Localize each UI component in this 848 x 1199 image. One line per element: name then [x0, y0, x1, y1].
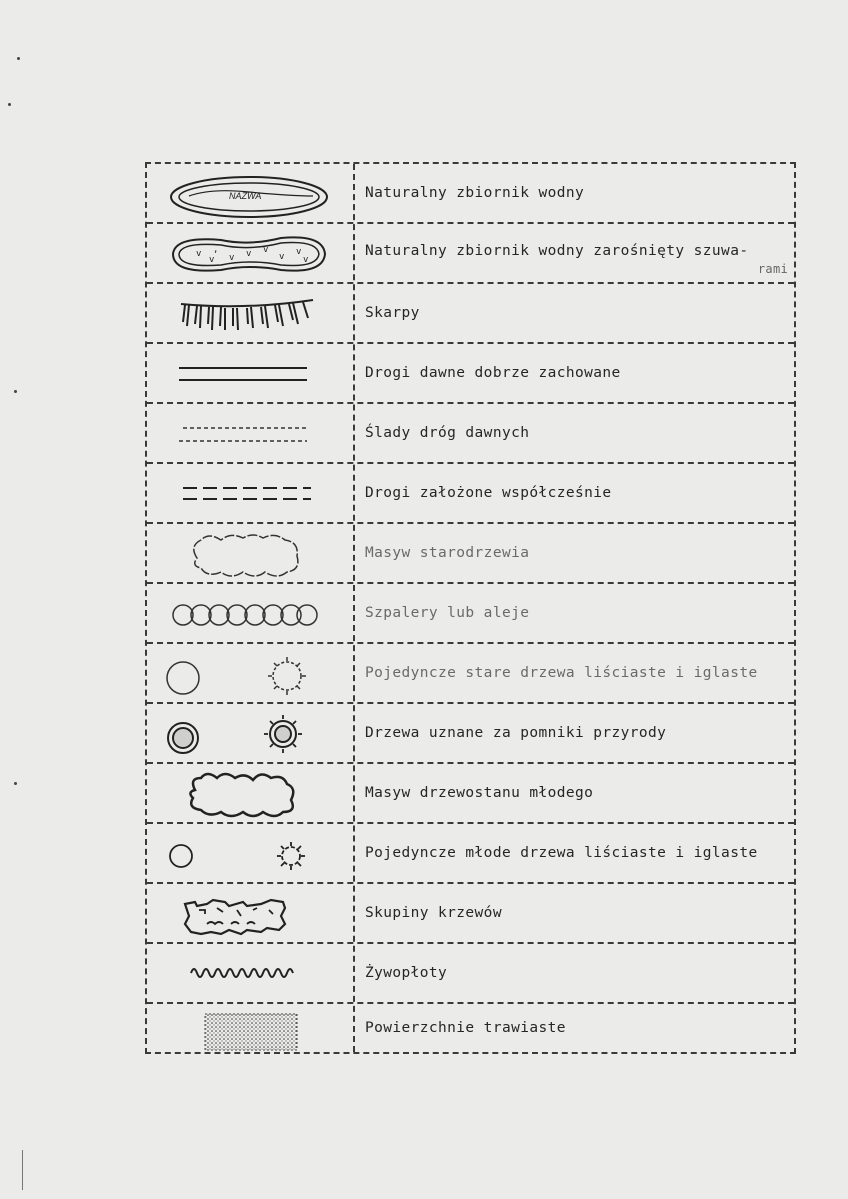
svg-text:v: v: [279, 252, 285, 262]
legend-row: [147, 584, 794, 644]
old-road-icon: [151, 346, 349, 400]
legend-row: [147, 944, 794, 1004]
legend-label: Ślady dróg dawnych: [365, 425, 530, 441]
legend-label: Pojedyncze młode drzewa liściaste i iglaste: [365, 845, 758, 861]
single-old-trees-icon: [151, 646, 349, 700]
hedge-icon: [151, 946, 349, 1000]
old-tree-mass-icon: [151, 526, 349, 580]
legend-label: Masyw drzewostanu młodego: [365, 785, 594, 801]
legend-row: [147, 404, 794, 464]
legend-label: Powierzchnie trawiaste: [365, 1020, 566, 1036]
scan-edge-mark: [22, 1150, 23, 1190]
paper-speck: [17, 57, 20, 60]
grass-area-icon: [151, 1006, 349, 1060]
water-body-icon: [151, 166, 349, 220]
natural-monument-trees-icon: [151, 706, 349, 760]
paper-speck: [14, 782, 17, 785]
svg-text:v: v: [296, 247, 302, 257]
legend-label: Naturalny zbiornik wodny zarośnięty szuwa-: [365, 242, 749, 259]
svg-text:,: ,: [213, 245, 219, 255]
svg-text:v: v: [263, 245, 269, 255]
legend-label: Naturalny zbiornik wodny: [365, 185, 585, 201]
legend-row: [147, 284, 794, 344]
overgrown-water-body-icon: [151, 226, 349, 280]
svg-text:v: v: [303, 255, 309, 265]
legend-row: [147, 464, 794, 524]
shrub-cluster-icon: [151, 886, 349, 940]
single-young-trees-icon: [151, 826, 349, 880]
legend-row: [147, 224, 794, 284]
legend-row: [147, 644, 794, 704]
legend-label: Skarpy: [365, 305, 420, 321]
svg-text:v: v: [246, 249, 252, 259]
legend-row: [147, 764, 794, 824]
svg-text:v: v: [196, 249, 202, 259]
legend-label-continuation: rami: [757, 262, 788, 276]
svg-text:v: v: [229, 253, 235, 263]
svg-text:NAZWA: NAZWA: [229, 191, 262, 201]
legend-label: Żywopłoty: [365, 965, 448, 981]
legend-row: [147, 884, 794, 944]
legend-label: Masyw starodrzewia: [365, 545, 530, 561]
legend-label: Szpalery lub aleje: [365, 605, 530, 621]
paper-speck: [8, 103, 11, 106]
legend-label: Pojedyncze stare drzewa liściaste i iglaste: [365, 665, 758, 681]
legend-label: Drogi dawne dobrze zachowane: [365, 365, 621, 381]
legend-row: [147, 704, 794, 764]
legend-row: [147, 164, 794, 224]
svg-text:v: v: [209, 255, 215, 265]
tree-row-icon: [151, 586, 349, 640]
legend-row: [147, 824, 794, 884]
young-tree-mass-icon: [151, 766, 349, 820]
escarpment-icon: [151, 286, 349, 340]
legend-label: Drzewa uznane za pomniki przyrody: [365, 725, 667, 741]
legend-row: [147, 524, 794, 584]
legend-label: Drogi założone współcześnie: [365, 485, 612, 501]
legend-row: [147, 1004, 794, 1052]
legend-row: [147, 344, 794, 404]
old-road-traces-icon: [151, 406, 349, 460]
paper-speck: [14, 390, 17, 393]
legend-label: Skupiny krzewów: [365, 905, 502, 921]
legend-table: [145, 162, 796, 1054]
modern-road-icon: [151, 466, 349, 520]
